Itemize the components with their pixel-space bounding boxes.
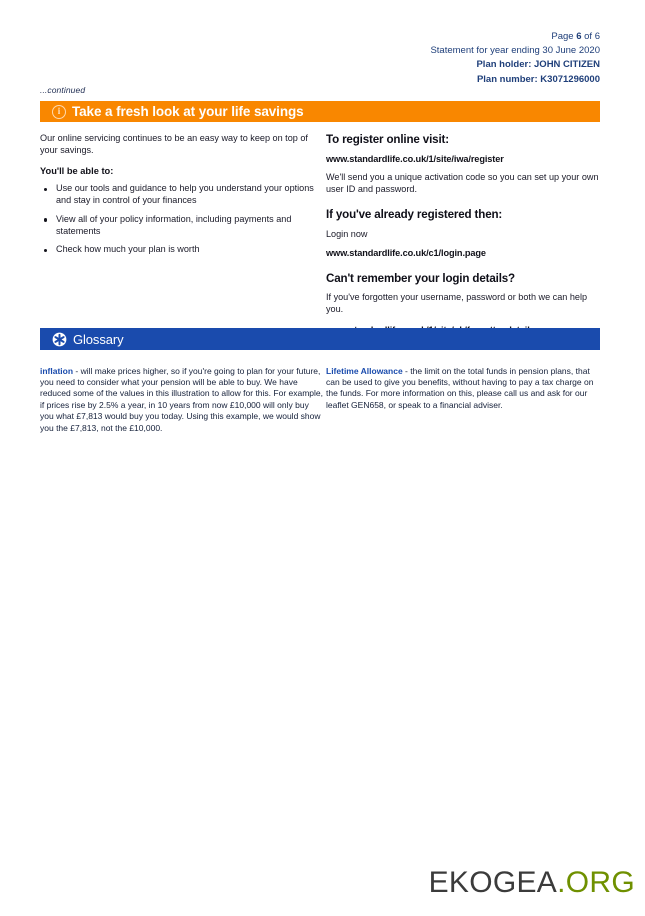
login-url[interactable]: www.standardlife.co.uk/c1/login.page (326, 248, 486, 259)
savings-section-banner (40, 101, 600, 122)
glossary-entry (40, 366, 323, 434)
login-now-label: Login now (326, 229, 368, 240)
document-header (430, 30, 600, 87)
glossary-entry (326, 366, 602, 412)
forgot-details-body-text: If you've forgotten your username, password or both we can help you. (326, 292, 588, 314)
plan-holder-label: Plan holder: (476, 59, 535, 71)
glossary-section-banner (40, 328, 600, 350)
register-heading: To register online visit: (326, 133, 449, 146)
already-registered-heading: If you've already registered then: (326, 208, 503, 222)
register-body-text: We'll send you a unique activation code so you can set up your own user ID and password. (326, 172, 599, 194)
asterisk-circle-icon (52, 332, 67, 347)
plan-number-label: Plan number: (476, 73, 541, 85)
info-circle-icon: i (52, 105, 66, 119)
watermark-tld: .ORG (557, 866, 635, 899)
savings-section-title: Take a fresh look at your life savings (72, 103, 304, 119)
plan-number-value: K3071296000 (540, 73, 600, 85)
glossary-definition: - will make prices higher, so if you're going to plan for your future, you need to consider what your pension will be able to buy. We have reduced some of the values in this illustration to allow for this. For example, if prices rise by 2.5% a year, in 10 years from now £10,000 will only buy you what £7,813 would buy you today. Using this example, we would show you the £7,813, not the £10,000. (40, 365, 323, 433)
statement-period: Statement for year ending 30 June 2020 (430, 45, 600, 57)
savings-bullet-list (40, 183, 323, 256)
savings-lead-text: You'll be able to: (40, 166, 114, 177)
watermark (0, 866, 645, 900)
page-number: 6 (576, 31, 582, 42)
continued-note: ...continued (40, 85, 86, 95)
page-label-prefix: Page (551, 31, 577, 42)
glossary-definition: - the limit on the total funds in pension plans, that can be used to give you benefits, without having to pay a tax charge on the funds. For more information on this, please call us and ask for our leaflet GEN658, or speak to a financial adviser. (326, 365, 594, 410)
list-item: Use our tools and guidance to help you understand your options and stay in control of your finances (40, 183, 323, 207)
glossary-term: Lifetime Allowance (326, 365, 403, 376)
glossary-section-title: Glossary (73, 331, 124, 347)
watermark-name: EKOGEA (428, 866, 558, 899)
list-item: View all of your policy information, including payments and statements (40, 214, 323, 238)
page-number-line (430, 30, 600, 44)
register-url[interactable]: www.standardlife.co.uk/1/site/iwa/register (326, 154, 504, 164)
glossary-right-column (326, 357, 602, 420)
savings-left-column (40, 133, 323, 263)
plan-holder-value: JOHN CITIZEN (534, 59, 600, 71)
savings-intro-text: Our online servicing continues to be an easy way to keep on top of your savings. (40, 133, 308, 155)
plan-holder-line (430, 58, 600, 72)
list-item: Check how much your plan is worth (40, 244, 323, 256)
forgot-details-heading: Can't remember your login details? (326, 272, 515, 286)
glossary-term: inflation (40, 365, 74, 376)
glossary-left-column (40, 357, 323, 442)
page-label-suffix: of 6 (581, 31, 600, 42)
plan-number-line (430, 73, 600, 87)
savings-right-column (326, 133, 602, 336)
